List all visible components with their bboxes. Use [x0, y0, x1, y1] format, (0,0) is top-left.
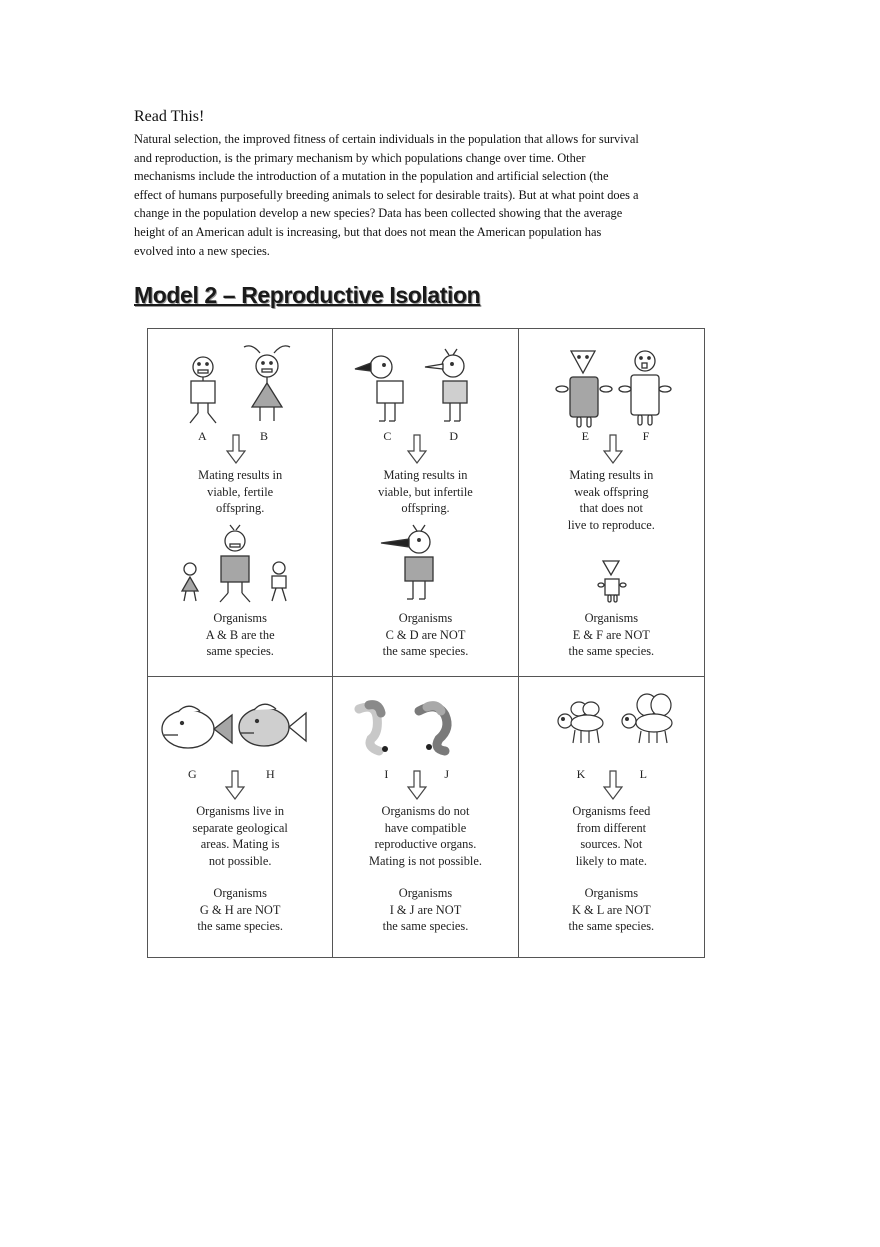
conclusion-line: A & B are the: [205, 627, 275, 642]
organism-letter: D: [449, 429, 458, 443]
organism-letter: C: [383, 429, 392, 443]
organism-letter: I: [384, 767, 389, 781]
conclusion-line: C & D are NOT: [385, 627, 466, 642]
result-line: separate geological: [192, 820, 288, 835]
intro-line: mechanisms include the introduction of a mutation in the population and artificial selection (the: [134, 169, 609, 184]
organism-letter: L: [639, 767, 647, 781]
organism-letter: E: [581, 429, 589, 443]
conclusion-line: the same species.: [382, 919, 469, 933]
mating-result-text: [148, 467, 332, 517]
conclusion-line: the same species.: [197, 919, 283, 933]
mating-result-text: [333, 467, 517, 517]
result-line: live to reproduce.: [567, 517, 655, 532]
species-conclusion-text: [333, 885, 517, 935]
conclusion-line: the same species.: [568, 644, 655, 658]
species-conclusion-text: [148, 610, 332, 660]
organism-letter: K: [576, 767, 586, 781]
intro-line: effect of humans purposefully breeding animals to select for desirable traits). But at what point does a: [134, 187, 639, 202]
result-line: weak offspring: [574, 484, 649, 499]
isolation-reason-text: [333, 803, 517, 869]
result-line: Organisms feed: [572, 804, 651, 818]
intro-line: height of an American adult is increasing, but that does not mean the American population has: [134, 224, 602, 239]
organism-letter: G: [188, 767, 197, 781]
result-line: Mating is not possible.: [369, 853, 482, 868]
panel-k-l: [519, 677, 704, 957]
result-line: Mating results in: [383, 468, 468, 482]
species-conclusion-text: [519, 610, 704, 660]
conclusion-line: G & H are NOT: [199, 902, 281, 917]
panel-i-j: [333, 677, 518, 957]
conclusion-line: the same species.: [382, 644, 469, 658]
result-line: Mating results in: [569, 468, 654, 482]
panel-e-f: [519, 329, 704, 677]
result-line: likely to mate.: [575, 853, 647, 868]
result-line: reproductive organs.: [374, 837, 477, 851]
species-conclusion-text: [148, 885, 332, 935]
intro-line: Natural selection, the improved fitness of certain individuals in the population that allows for survival: [134, 132, 639, 146]
result-line: areas. Mating is: [200, 837, 280, 851]
conclusion-line: Organisms: [213, 886, 267, 900]
organism-letter: H: [266, 767, 275, 781]
conclusion-line: Organisms: [398, 886, 453, 900]
intro-line: change in the population develop a new species? Data has been collected showing that the average: [134, 206, 623, 221]
conclusion-line: Organisms: [584, 886, 639, 900]
conclusion-line: Organisms: [213, 611, 267, 625]
read-this-heading: Read This!: [134, 108, 205, 125]
conclusion-line: same species.: [206, 644, 274, 658]
result-line: from different: [576, 820, 647, 835]
panel-a-b: [148, 329, 333, 677]
panel-c-d: [333, 329, 518, 677]
isolation-reason-text: [519, 803, 704, 869]
result-line: offspring.: [401, 501, 450, 515]
result-line: have compatible: [384, 820, 467, 835]
conclusion-line: E & F are NOT: [572, 627, 650, 642]
result-line: not possible.: [208, 853, 272, 868]
conclusion-line: the same species.: [568, 919, 655, 933]
intro-paragraph: [134, 130, 704, 260]
conclusion-line: Organisms: [398, 611, 453, 625]
result-line: sources. Not: [580, 837, 643, 851]
conclusion-line: K & L are NOT: [571, 902, 651, 917]
isolation-reason-text: [148, 803, 332, 869]
species-conclusion-text: [333, 610, 517, 660]
conclusion-line: Organisms: [584, 611, 639, 625]
intro-line: evolved into a new species.: [134, 243, 270, 258]
result-line: viable, but infertile: [378, 484, 473, 499]
result-line: Organisms do not: [381, 804, 470, 818]
result-line: offspring.: [216, 501, 265, 515]
isolation-grid: [147, 328, 705, 958]
organism-letter: J: [444, 767, 449, 781]
result-line: that does not: [579, 501, 643, 515]
conclusion-line: I & J are NOT: [389, 902, 462, 917]
mating-result-text: [519, 467, 704, 533]
result-line: viable, fertile: [207, 484, 274, 499]
organism-letter: F: [642, 429, 650, 443]
intro-line: and reproduction, is the primary mechanism by which populations change over time. Other: [134, 150, 586, 165]
organism-letter: A: [198, 429, 207, 443]
panel-g-h: [148, 677, 333, 957]
result-line: Organisms live in: [196, 804, 285, 818]
model-title: Model 2 – Reproductive Isolation: [134, 282, 481, 308]
species-conclusion-text: [519, 885, 704, 935]
result-line: Mating results in: [198, 468, 283, 482]
organism-letter: B: [260, 429, 269, 443]
